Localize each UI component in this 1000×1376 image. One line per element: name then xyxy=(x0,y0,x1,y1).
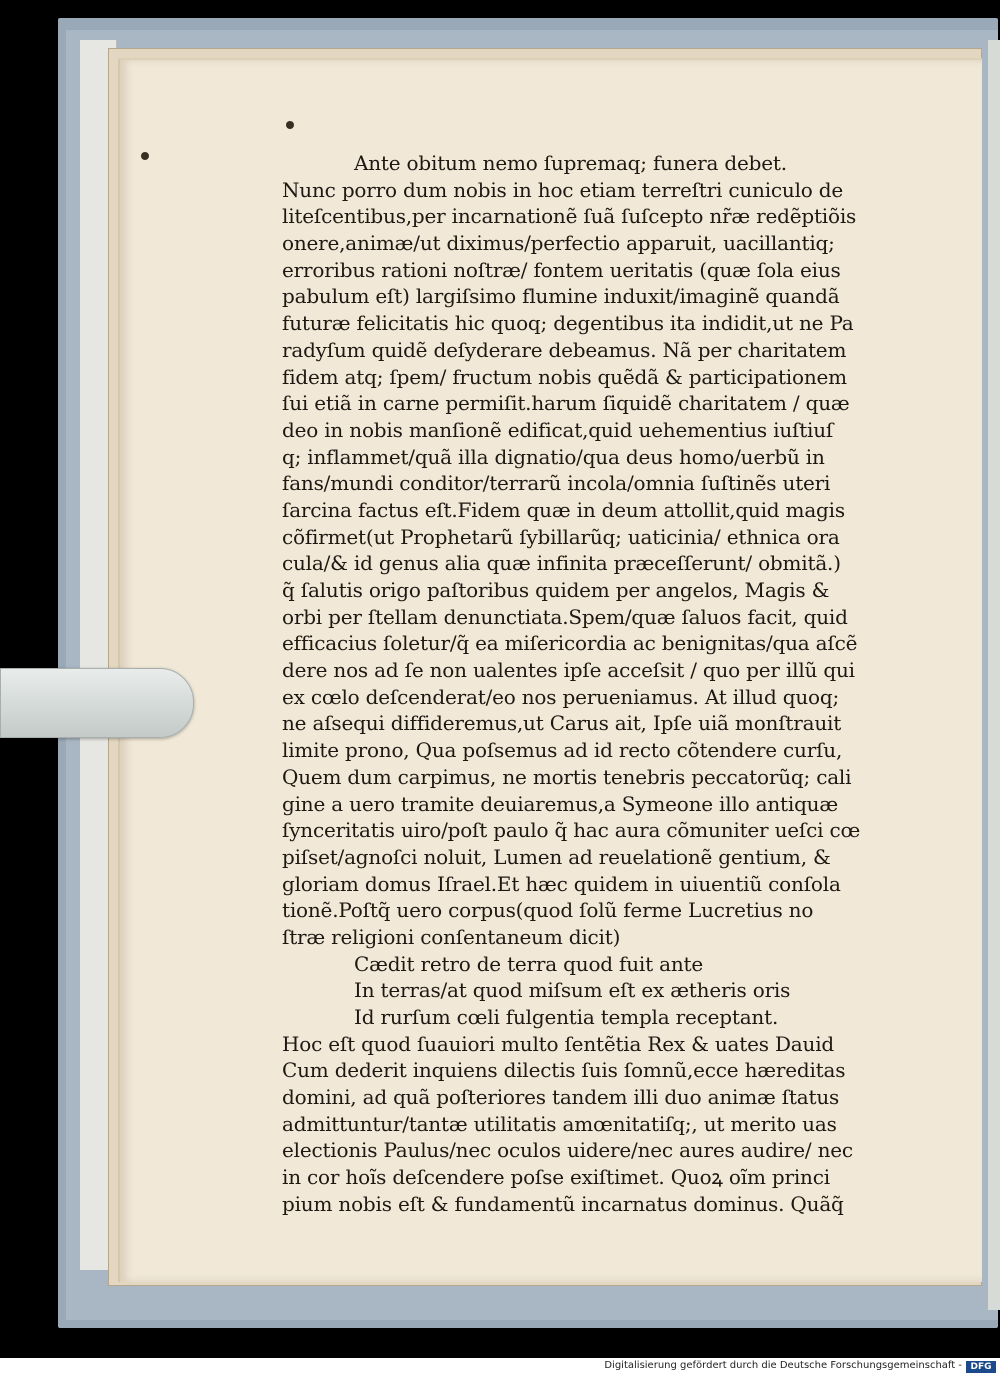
text-line: orbi per ſtellam denunctiata.Spem/quæ ſaluos facit, quid xyxy=(282,604,848,629)
page-holder-clip xyxy=(0,668,194,738)
text-line: cula/& id genus alia quæ infinita præceſſerunt/ obmitã.) xyxy=(282,551,841,576)
text-line: ne aſsequi diffideremus,ut Carus ait, Ipſe uiã monſtrauit xyxy=(282,711,842,736)
footer-bar xyxy=(0,1358,1000,1376)
text-line: pium nobis eſt & fundamentũ incarnatus dominus. Quãq̃ xyxy=(282,1191,844,1216)
text-line: q; inflammet/quã illa dignatio/qua deus homo/uerbũ in xyxy=(282,444,825,469)
text-line: cõfirmet(ut Prophetarũ ſybillarũq; uaticinia/ ethnica ora xyxy=(282,524,840,549)
text-line: Quem dum carpimus, ne mortis tenebris peccatorũq; cali xyxy=(282,764,852,789)
text-line: limite prono, Qua poſsemus ad id recto cõtendere curſu, xyxy=(282,738,843,763)
page-text xyxy=(282,150,910,1218)
binding-hole xyxy=(141,152,149,160)
text-line: ſynceritatis uiro/poſt paulo q̃ hac aura cõmuniter ueſci cœ xyxy=(282,818,861,843)
text-line: radyſum quidẽ deſyderare debeamus. Nã per charitatem xyxy=(282,337,847,362)
right-edge-strip xyxy=(988,40,1000,1310)
text-line: admittuntur/tantæ utilitatis amœnitatiſq;, ut merito uas xyxy=(282,1111,837,1136)
text-line: fidem atq; ſpem/ fructum nobis quẽdã & participationem xyxy=(282,364,847,389)
text-line: ex cœlo deſcenderat/eo nos perueniamus. At illud quoq; xyxy=(282,684,840,709)
footer-credit: Digitalisierung gefördert durch die Deutsche Forschungsgemeinschaft - xyxy=(604,1360,962,1371)
dfg-logo: DFG xyxy=(966,1361,996,1373)
text-line: dere nos ad ſe non ualentes ipſe acceſsit / quo per illũ qui xyxy=(282,658,855,683)
text-line: onere,animæ/ut diximus/perfectio apparuit, uacillantiq; xyxy=(282,231,835,256)
text-line: Nunc porro dum nobis in hoc etiam terreſtri cuniculo de xyxy=(282,177,844,202)
text-line: q̃ ſalutis origo paſtoribus quidem per angelos, Magis & xyxy=(282,578,830,602)
text-line: tionẽ.Poſtq̃ uero corpus(quod ſolũ ferme Lucretius no xyxy=(282,898,814,923)
text-line: gine a uero tramite deuiaremus,a Symeone illo antiquæ xyxy=(282,791,838,816)
text-line: ſui etiã in carne permiſit.harum ſiquidẽ charitatem / quæ xyxy=(282,391,850,416)
text-line: Id rurſum cœli fulgentia templa receptant. xyxy=(354,1005,779,1029)
text-line: In terras/at quod miſsum eſt ex ætheris oris xyxy=(354,978,791,1003)
text-line: liteſcentibus,per incarnationẽ ſuã ſuſcepto nr̃æ redẽptiõis xyxy=(282,204,857,229)
text-line: deo in nobis manſionẽ edificat,quid uehementius iuſtiuſ xyxy=(282,417,834,442)
text-line: in cor hoĩs deſcendere poſse exiſtimet. Quoꝝ oĩm princi xyxy=(282,1165,830,1190)
text-line: domini, ad quã poſteriores tandem illi duo animæ ſtatus xyxy=(282,1085,840,1110)
text-line: gloriam domus Iſrael.Et hæc quidem in uiuentiũ conſola xyxy=(282,871,841,896)
text-line: Cædit retro de terra quod fuit ante xyxy=(354,951,703,976)
text-line: electionis Paulus/nec oculos uidere/nec aures audire/ nec xyxy=(282,1138,853,1163)
ink-dot xyxy=(286,121,294,129)
text-line: erroribus rationi noſtræ/ fontem ueritatis (quæ ſola eius xyxy=(282,257,841,282)
text-line: futuræ felicitatis hic quoq; degentibus ita indidit,ut ne Pa xyxy=(282,311,854,336)
text-line: ſarcina factus eſt.Fidem quæ in deum attollit,quid magis xyxy=(282,497,845,522)
text-line: Hoc eſt quod ſuauiori multo ſentẽtia Rex & uates Dauid xyxy=(282,1031,835,1056)
text-line: fans/mundi conditor/terrarũ incola/omnia ſuſtinẽs uteri xyxy=(282,471,831,496)
text-line: piſset/agnoſci noluit, Lumen ad reuelationẽ gentium, & xyxy=(282,844,831,869)
text-line: Ante obitum nemo ſupremaq; funera debet. xyxy=(354,151,787,175)
text-line: Cum dederit inquiens dilectis ſuis ſomnũ,ecce hæreditas xyxy=(282,1058,846,1083)
text-line: pabulum eſt) largiſsimo flumine induxit/imaginẽ quandã xyxy=(282,284,840,309)
text-line: efficacius ſoletur/q̃ ea miſericordia ac benignitas/qua aſcẽ xyxy=(282,631,858,656)
text-line: ſtræ religioni conſentaneum dicit) xyxy=(282,924,621,949)
